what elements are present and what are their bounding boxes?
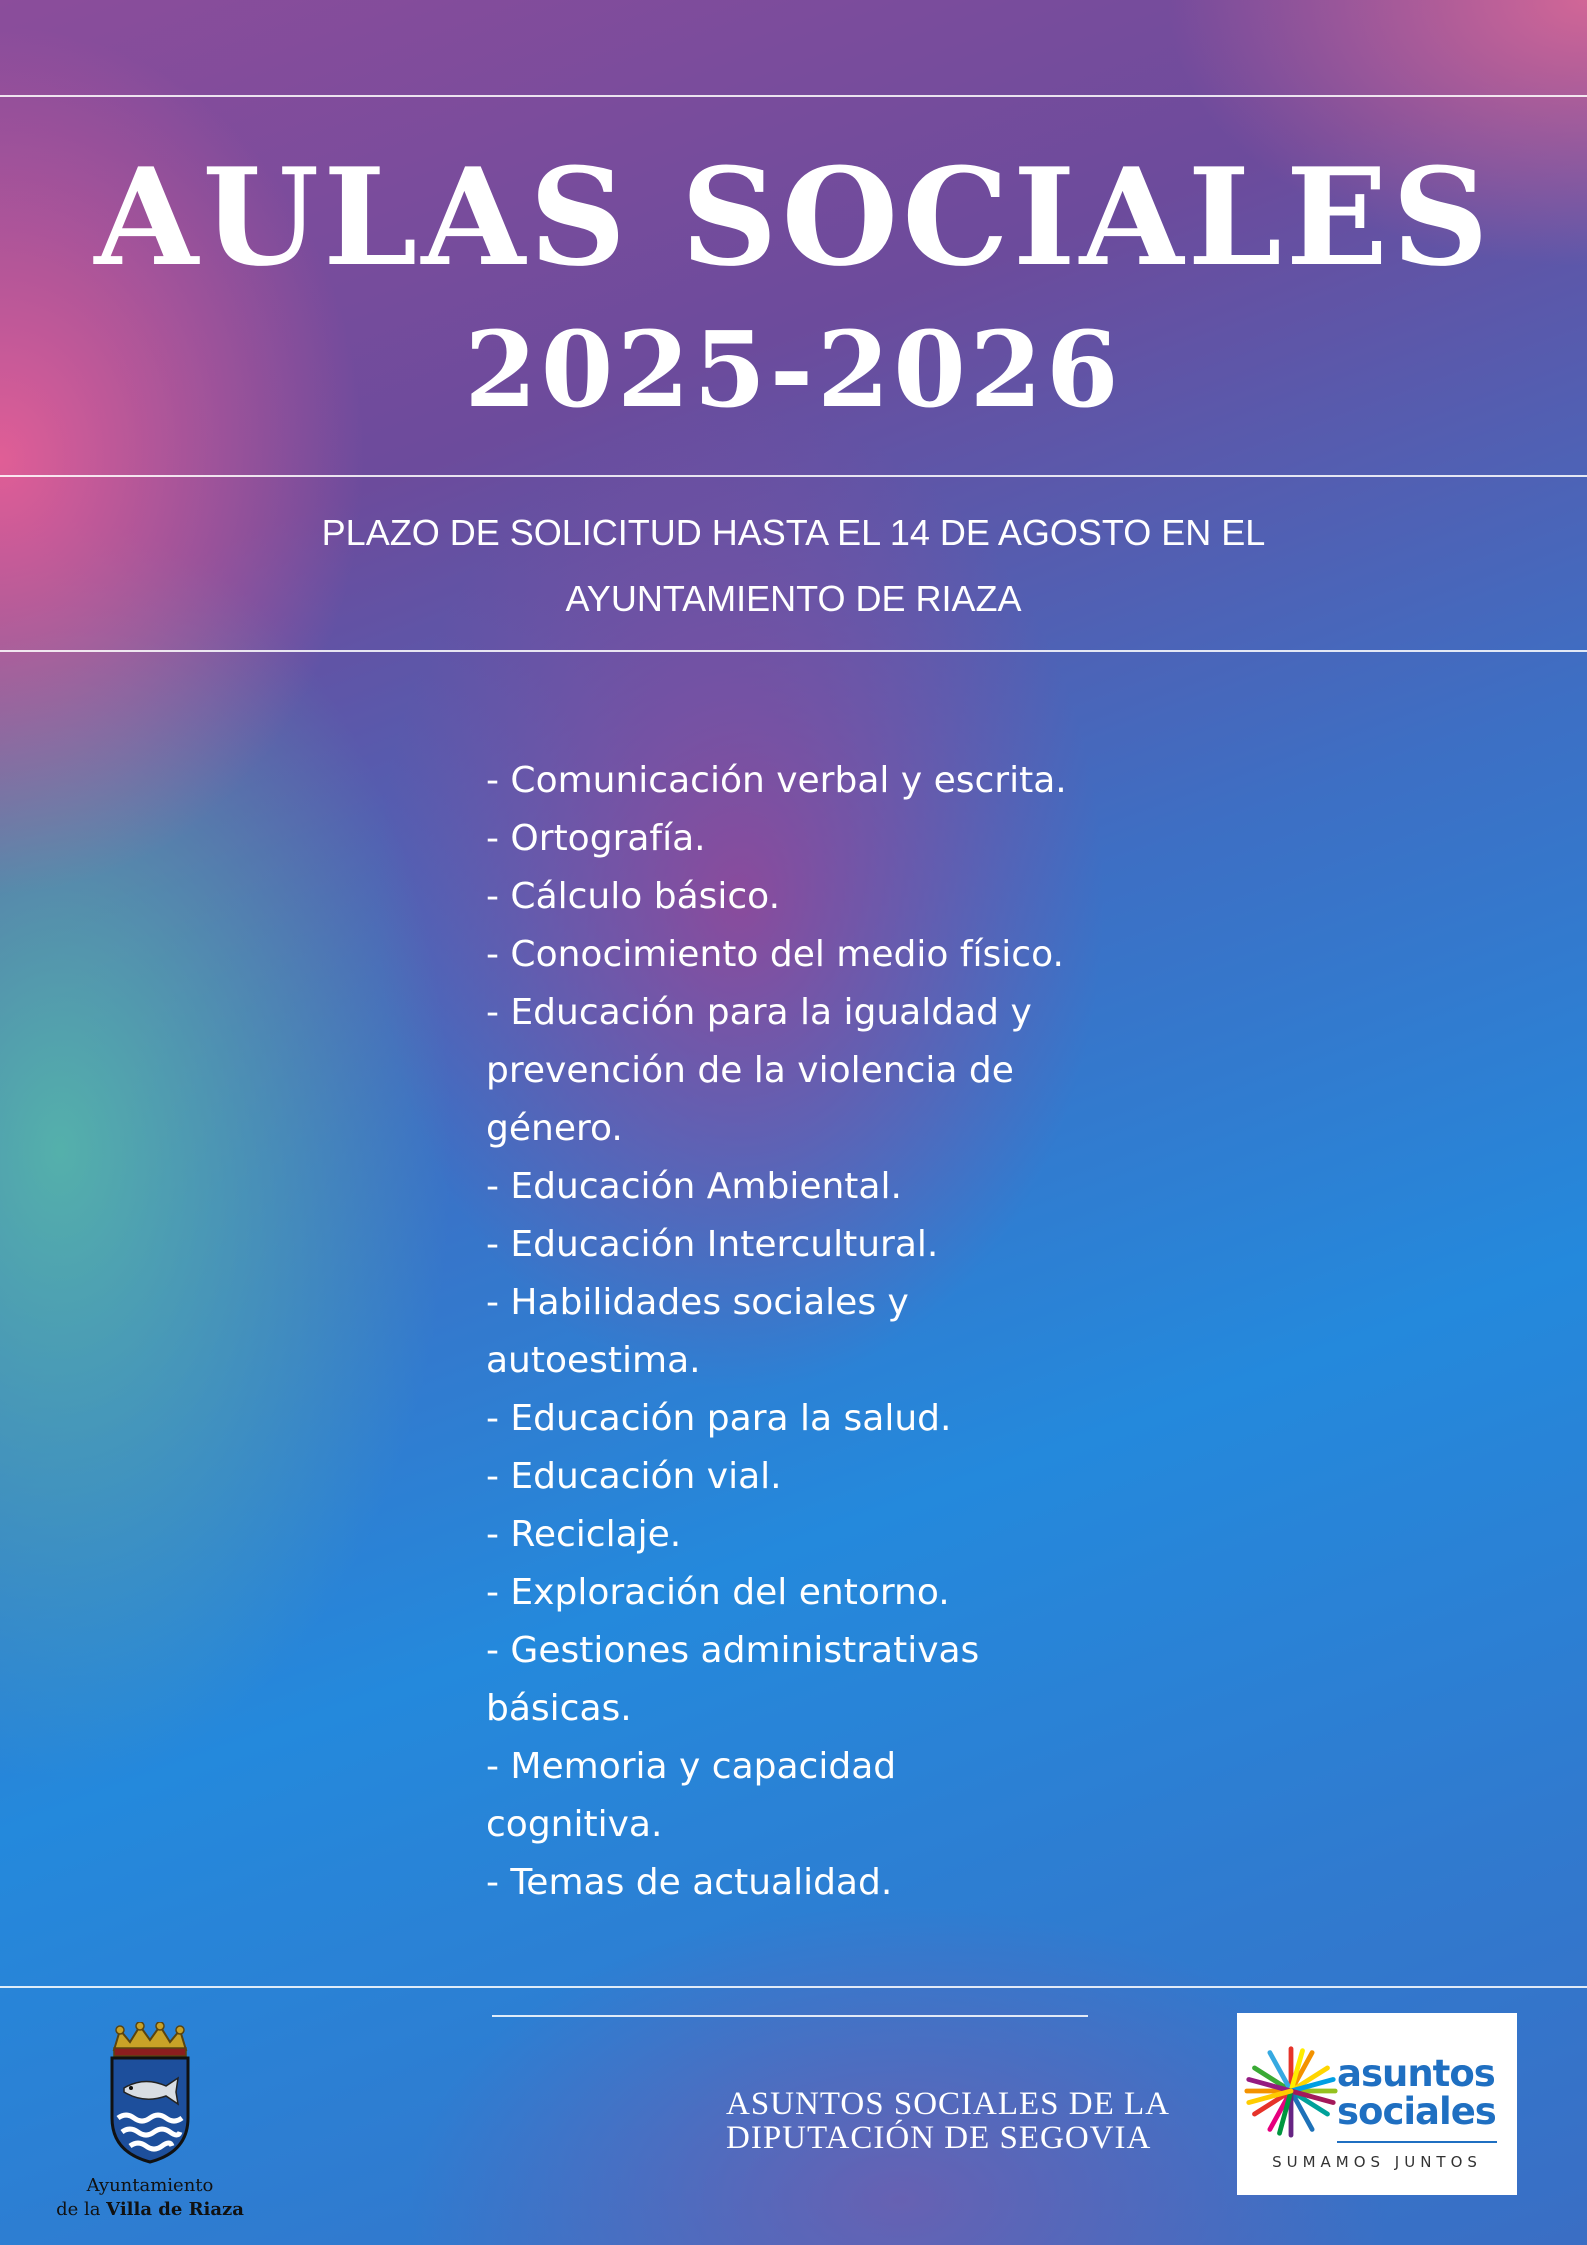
crest-label-bottom [30, 2198, 270, 2222]
topic-line: - Educación Ambiental. [486, 1166, 902, 1207]
topic-line: - Educación para la igualdad y [486, 992, 1032, 1033]
organization-line2: DIPUTACIÓN DE SEGOVIA [726, 2120, 1152, 2156]
crest-label-top: Ayuntamiento [86, 2175, 214, 2196]
topic-line: - Educación para la salud. [486, 1398, 952, 1439]
topics-list [486, 752, 1106, 1912]
asuntos-sociales-logo [1237, 2013, 1517, 2195]
logo-underline [1337, 2141, 1497, 2143]
topic-line: - Gestiones administrativas [486, 1630, 980, 1671]
topic-line: - Ortografía. [486, 818, 706, 859]
topic-line: - Conocimiento del medio físico. [486, 934, 1064, 975]
header-bottom-divider [0, 475, 1587, 477]
crest-label-bold: Villa de Riaza [106, 2199, 244, 2220]
topic-line: cognitiva. [486, 1804, 663, 1845]
top-divider [0, 95, 1587, 97]
topic-line: - Educación Intercultural. [486, 1224, 939, 1265]
logo-tagline: SUMAMOS JUNTOS [1272, 2153, 1482, 2171]
notice-bottom-divider [0, 650, 1587, 652]
logo-word-asuntos: asuntos [1337, 2052, 1495, 2095]
page-title: AULAS SOCIALES [94, 138, 1493, 296]
footer-top-divider [0, 1986, 1587, 1988]
topic-line: - Cálculo básico. [486, 876, 781, 917]
logo-word-sociales: sociales [1337, 2090, 1496, 2133]
topic-line: género. [486, 1108, 623, 1149]
topic-line: - Exploración del entorno. [486, 1572, 950, 1613]
footer-short-divider [492, 2015, 1088, 2017]
crest-label-prefix: de la [56, 2199, 107, 2220]
page-years: 2025-2026 [464, 308, 1123, 431]
topic-line: básicas. [486, 1688, 632, 1729]
topic-line: - Comunicación verbal y escrita. [486, 760, 1067, 801]
riaza-crest-icon [100, 2022, 200, 2172]
starburst-icon [1243, 2043, 1339, 2139]
deadline-notice-line2: AYUNTAMIENTO DE RIAZA [565, 578, 1022, 619]
topic-line: - Habilidades sociales y [486, 1282, 909, 1323]
organization-line1: ASUNTOS SOCIALES DE LA [726, 2086, 1171, 2122]
topic-line: autoestima. [486, 1340, 701, 1381]
topic-line: prevención de la violencia de [486, 1050, 1014, 1091]
topic-line: - Educación vial. [486, 1456, 782, 1497]
topic-line: - Reciclaje. [486, 1514, 682, 1555]
topic-line: - Memoria y capacidad [486, 1746, 897, 1787]
deadline-notice-line1: PLAZO DE SOLICITUD HASTA EL 14 DE AGOSTO EN EL [321, 512, 1266, 553]
topic-line: - Temas de actualidad. [486, 1862, 893, 1903]
organization-name [726, 2087, 1226, 2155]
